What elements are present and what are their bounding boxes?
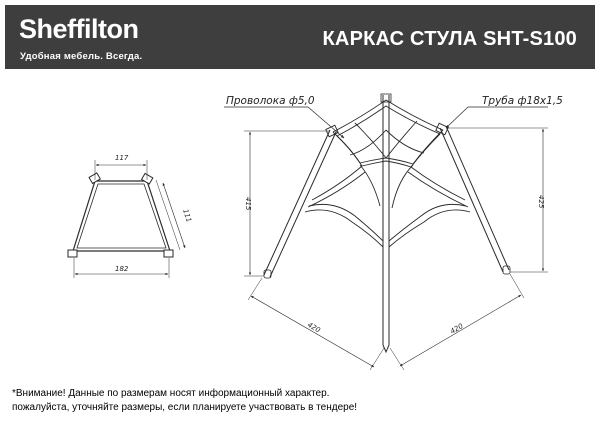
seat-frame-view <box>68 160 185 278</box>
tube-callout-label: Труба ф18х1,5 <box>482 95 563 107</box>
span-dimensions <box>248 274 524 370</box>
brand-logo: Sheffilton <box>19 14 139 44</box>
callout-leaders <box>224 107 548 138</box>
left-span-label: 420 <box>306 320 322 335</box>
wire-callout-label: Проволока ф5,0 <box>226 95 315 107</box>
disclaimer-line-1: *Внимание! Данные по размерам носят информационный характер. <box>12 388 330 399</box>
wire-frame <box>305 100 470 247</box>
chair-legs <box>264 95 509 345</box>
brand-tagline: Удобная мебель. Всегда. <box>20 51 143 62</box>
right-span-label: 420 <box>449 322 465 336</box>
disclaimer-line-2: пожалуйста, уточняйте размеры, если планируете участвовать в тендере! <box>12 401 358 413</box>
right-height-label: 425 <box>537 195 545 209</box>
left-height-label: 415 <box>244 197 252 211</box>
seat-top-width-label: 117 <box>115 154 129 162</box>
seat-depth-label: 111 <box>181 208 193 224</box>
disclaimer-notice <box>12 387 592 414</box>
seat-bottom-width-label: 182 <box>115 265 129 273</box>
chair-frame-view <box>224 94 548 370</box>
page-title: КАРКАС СТУЛА SHT-S100 <box>322 28 577 50</box>
